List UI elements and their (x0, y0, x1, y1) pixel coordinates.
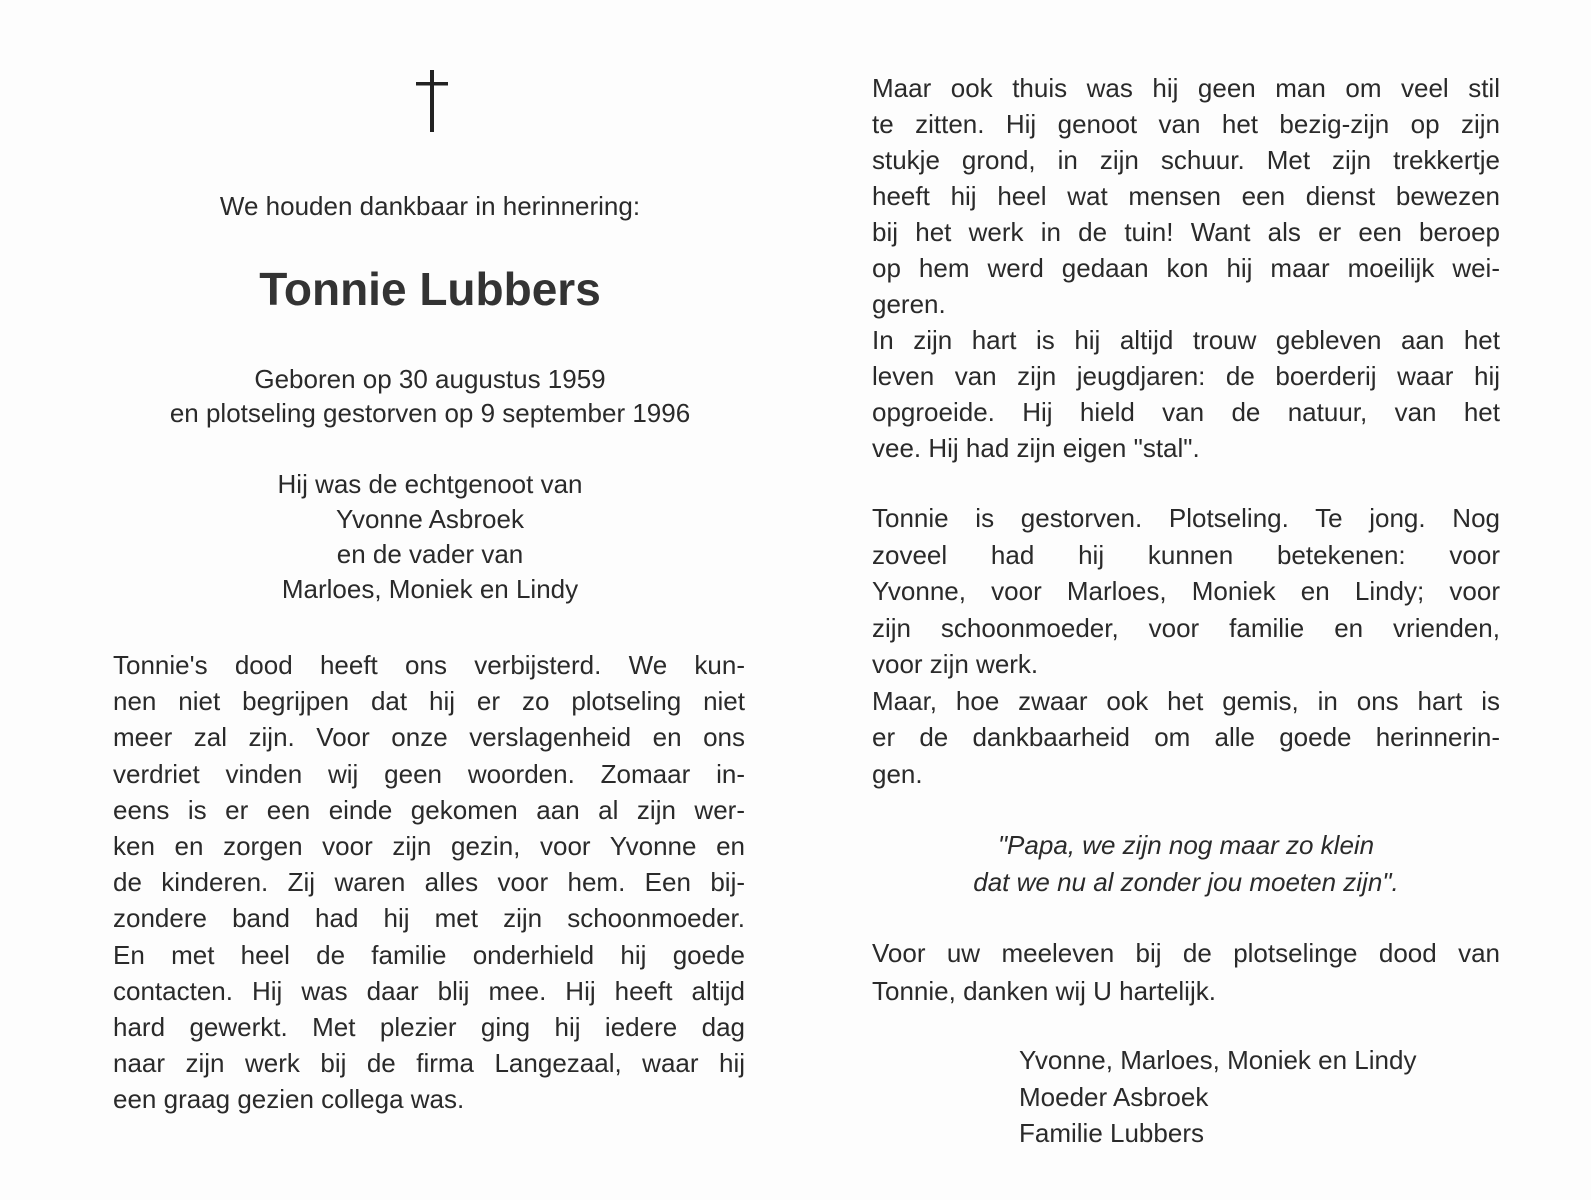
text-line: Maar ook thuis was hij geen man om veel stil (872, 73, 1500, 103)
text-line: En met heel de familie onderhield hij goede (113, 939, 745, 970)
dates (80, 362, 780, 430)
birth-line: Geboren op 30 augustus 1959 (254, 364, 606, 394)
text-line: Tonnie's dood heeft ons verbijsterd. We kun- (113, 650, 745, 680)
thanks: Voor uw meeleven bij de plotselinge dood van Tonnie, danken wij U hartelijk. (872, 938, 1500, 1006)
text-line: zoveel had hij kunnen betekenen: voor (872, 539, 1500, 570)
text-line: zondere band had hij met zijn schoonmoeder. (113, 903, 745, 934)
text-line: naar zijn werk bij de firma Langezaal, waar hij (113, 1048, 745, 1079)
text-line: te zitten. Hij genoot van het bezig-zijn op zijn (872, 109, 1500, 139)
text-line: hard gewerkt. Met plezier ging hij iedere dag (113, 1012, 745, 1043)
text-line: Maar, hoe zwaar ook het gemis, in ons hart is (872, 685, 1500, 716)
intro-text: We houden dankbaar in herinnering: (219, 191, 641, 221)
text-line: stukje grond, in zijn schuur. Met zijn trekkertje (872, 145, 1500, 175)
text-line: de kinderen. Zij waren alles voor hem. Een bij- (113, 867, 745, 898)
text-line: heeft hij heel wat mensen een dienst bewezen (872, 181, 1500, 211)
signature: Yvonne, Marloes, Moniek en Lindy Moeder Asbroek Familie Lubbers (1019, 1045, 1417, 1148)
text-line: vee. Hij had zijn eigen "stal". (872, 433, 1200, 463)
family-block: Hij was de echtgenoot van Yvonne Asbroek en de vader van Marloes, Moniek en Lindy (277, 469, 583, 604)
text-line: leven van zijn jeugdjaren: de boerderij waar hij (872, 361, 1500, 391)
death-line: en plotseling gestorven op 9 september 1996 (169, 398, 691, 428)
text-line: op hem werd gedaan kon hij maar moeilijk wei- (872, 253, 1500, 283)
text-line: contacten. Hij was daar blij mee. Hij heeft altijd (113, 975, 745, 1006)
quote: "Papa, we zijn nog maar zo klein dat we nu al zonder jou moeten zijn". (973, 830, 1399, 897)
text-line: er de dankbaarheid om alle goede herinnerin- (872, 722, 1500, 752)
left-paragraph (113, 647, 745, 1118)
text-line: Yvonne, voor Marloes, Moniek en Lindy; voor (872, 576, 1500, 606)
text-line: een graag gezien collega was. (113, 1084, 465, 1115)
text-line: zijn schoonmoeder, voor familie en vrienden, (872, 612, 1500, 643)
text-line: Tonnie is gestorven. Plotseling. Te jong. Nog (872, 503, 1500, 533)
text-line: In zijn hart is hij altijd trouw gebleven aan het (872, 325, 1500, 355)
text-line: eens is er een einde gekomen aan al zijn wer- (113, 794, 745, 825)
text-line: voor zijn werk. (872, 649, 1039, 679)
right-paragraph-1 (872, 70, 1500, 466)
text-line: meer zal zijn. Voor onze verslagenheid en ons (113, 722, 745, 753)
text-line: verdriet vinden wij geen woorden. Zomaar in- (113, 758, 745, 789)
text-line: gen. (872, 758, 923, 789)
text-line: ken en zorgen voor zijn gezin, voor Yvonne en (113, 831, 745, 862)
deceased-name: Tonnie Lubbers (259, 263, 601, 315)
text-line: opgroeide. Hij hield van de natuur, van het (872, 397, 1500, 427)
text-line: geren. (872, 289, 946, 319)
text-line: bij het werk in de tuin! Want als er een beroep (872, 217, 1500, 247)
cross-icon (412, 68, 452, 134)
right-paragraph-2 (872, 500, 1500, 792)
text-line: nen niet begrijpen dat hij er zo plotseling niet (113, 686, 745, 717)
